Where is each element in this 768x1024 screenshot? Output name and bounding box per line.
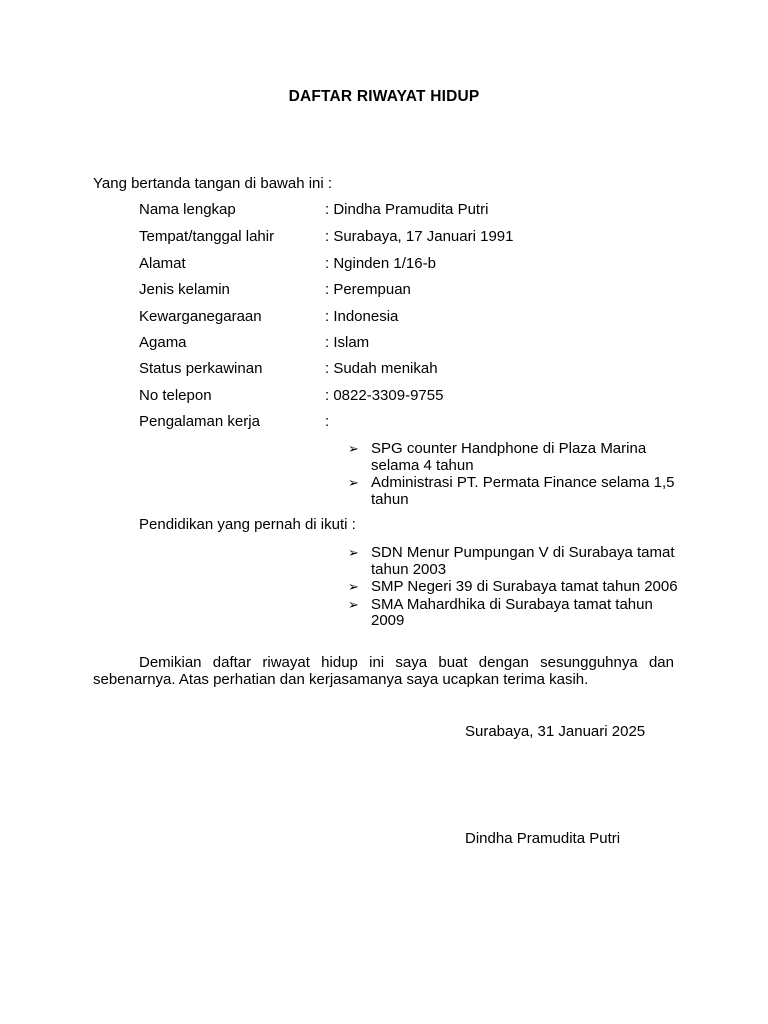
field-value: : Sudah menikah xyxy=(325,360,438,377)
list-item-text: Administrasi PT. Permata Finance selama 1,5 tahun xyxy=(371,474,675,508)
field-label: Pengalaman kerja xyxy=(139,413,260,430)
field-label: Nama lengkap xyxy=(139,201,236,218)
field-row-nama xyxy=(139,201,699,219)
work-experience-list xyxy=(348,441,678,509)
field-value: : Nginden 1/16-b xyxy=(325,255,436,272)
signer-name: Dindha Pramudita Putri xyxy=(465,830,621,847)
field-value: : Perempuan xyxy=(325,281,411,298)
field-value: : xyxy=(325,413,330,430)
field-value: : Indonesia xyxy=(325,308,399,325)
education-list xyxy=(348,545,678,631)
list-item xyxy=(348,545,678,578)
field-label: Agama xyxy=(139,334,187,351)
field-row-status xyxy=(139,360,699,378)
field-label: Tempat/tanggal lahir xyxy=(139,228,275,245)
arrow-bullet-icon: ➢ xyxy=(348,579,359,594)
field-label: Status perkawinan xyxy=(139,360,263,377)
field-label: Alamat xyxy=(139,255,186,272)
list-item xyxy=(348,579,678,596)
field-row-ttl xyxy=(139,228,699,246)
place-date: Surabaya, 31 Januari 2025 xyxy=(465,723,646,740)
field-row-alamat xyxy=(139,255,699,273)
education-label: Pendidikan yang pernah di ikuti : xyxy=(139,516,356,533)
list-item xyxy=(348,441,678,474)
arrow-bullet-icon: ➢ xyxy=(348,596,359,612)
list-item xyxy=(348,475,678,508)
field-value: : Surabaya, 17 Januari 1991 xyxy=(325,228,514,245)
intro-text: Yang bertanda tangan di bawah ini : xyxy=(93,175,333,192)
list-item-text: SPG counter Handphone di Plaza Marina selama 4 tahun xyxy=(371,440,647,474)
field-value: : Dindha Pramudita Putri xyxy=(325,201,489,218)
field-row-jenis-kelamin xyxy=(139,281,699,299)
list-item-text: SDN Menur Pumpungan V di Surabaya tamat tahun 2003 xyxy=(371,544,675,578)
field-row-telepon xyxy=(139,387,699,405)
arrow-bullet-icon: ➢ xyxy=(348,545,359,560)
list-item-text: SMP Negeri 39 di Surabaya tamat tahun 2006 xyxy=(371,578,678,595)
field-label: Jenis kelamin xyxy=(139,281,230,298)
closing-paragraph: Demikian daftar riwayat hidup ini saya buat dengan sesungguhnya dan sebenarnya. Atas perhatian dan kerjasamanya saya ucapkan terima kasih. xyxy=(93,654,674,688)
field-value: : Islam xyxy=(325,334,370,351)
field-row-agama xyxy=(139,334,699,352)
field-value: : 0822-3309-9755 xyxy=(325,387,444,404)
arrow-bullet-icon: ➢ xyxy=(348,441,359,456)
field-row-pengalaman xyxy=(139,413,699,431)
document-title: DAFTAR RIWAYAT HIDUP xyxy=(288,88,480,105)
field-label: Kewarganegaraan xyxy=(139,308,262,325)
list-item-text: SMA Mahardhika di Surabaya tamat tahun 2009 xyxy=(371,595,653,629)
list-item xyxy=(348,597,678,630)
field-label: No telepon xyxy=(139,387,212,404)
arrow-bullet-icon: ➢ xyxy=(348,475,359,490)
field-row-kewarganegaraan xyxy=(139,308,699,326)
